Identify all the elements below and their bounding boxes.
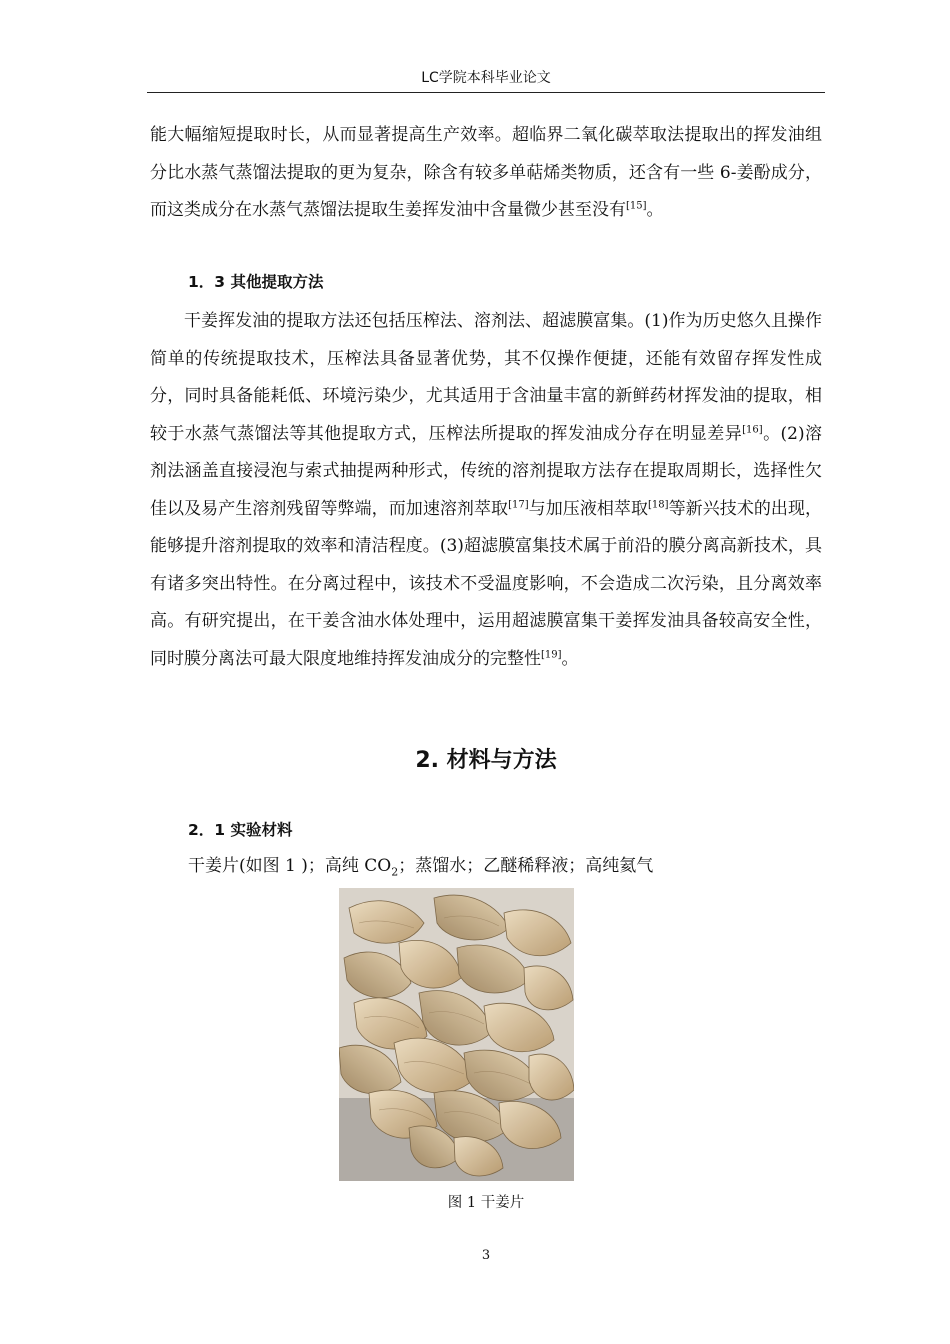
paragraph-text: 干姜挥发油的提取方法还包括压榨法、溶剂法、超滤膜富集。(1)作为历史悠久且操作简单的传统提取技术，压榨法具备显著优势，其不仅操作便捷，还能有效留存挥发性成分，同时具备能耗低、环境污染少，尤其适用于含油量丰富的新鲜药材挥发油的提取，相较于水蒸气蒸馏法等其他提取方式，压榨法所提取的挥发油成分存在明显差异 [150, 311, 822, 444]
figure-dried-ginger-photo [339, 888, 574, 1181]
citation-18[interactable]: [18] [648, 498, 669, 510]
page-number: 3 [481, 1248, 491, 1263]
paragraph-continuation [150, 117, 822, 230]
paragraph-extraction-methods [150, 303, 822, 678]
paragraph-text: 等新兴技术的出现，能够提升溶剂提取的效率和清洁程度。(3)超滤膜富集技术属于前沿的膜分离高新技术，具有诸多突出特性。在分离过程中，该技术不受温度影响，不会造成二次污染，且分离效率高。有研究提出，在干姜含油水体处理中，运用超滤膜富集干姜挥发油具备较高安全性，同时膜分离法可最大限度地维持挥发油成分的完整性 [150, 498, 823, 669]
paragraph-text: 能大幅缩短提取时长，从而显著提高生产效率。超临界二氧化碳萃取法提取出的挥发油组分比水蒸气蒸馏法提取的更为复杂，除含有较多单萜烯类物质，还含有一些 6-姜酚成分，而这类成分在水蒸气蒸馏法提取生姜挥发油中含量微少甚至没有 [150, 125, 822, 220]
citation-17[interactable]: [17] [508, 498, 529, 510]
figure-caption: 图 1 干姜片 [447, 1195, 525, 1211]
dried-ginger-slices-illustration [339, 888, 574, 1181]
section-heading-1-3: 1．3 其他提取方法 [188, 273, 324, 291]
paragraph-text: 。(2)溶剂法涵盖直接浸泡与索式抽提两种形式，传统的溶剂提取方法存在提取周期长，选择性欠佳以及易产生溶剂残留等弊端，而加速溶剂萃取 [150, 423, 822, 519]
running-header: LC学院本科毕业论文 [421, 70, 551, 86]
materials-text: 干姜片(如图 1 )；高纯 CO [188, 856, 392, 876]
materials-list [188, 848, 822, 886]
citation-15[interactable]: [15] [626, 200, 647, 212]
paragraph-text: 与加压液相萃取 [528, 498, 649, 519]
citation-16[interactable]: [16] [742, 423, 763, 435]
citation-19[interactable]: [19] [541, 648, 562, 660]
chapter-heading-2: 2. 材料与方法 [415, 748, 557, 773]
section-heading-2-1: 2．1 实验材料 [188, 821, 293, 839]
paragraph-end: 。 [646, 200, 664, 220]
materials-text: ；蒸馏水；乙醚稀释液；高纯氦气 [398, 856, 654, 876]
materials-subscript: 2 [391, 865, 399, 879]
paragraph-end: 。 [561, 648, 579, 669]
header-rule [147, 92, 825, 93]
